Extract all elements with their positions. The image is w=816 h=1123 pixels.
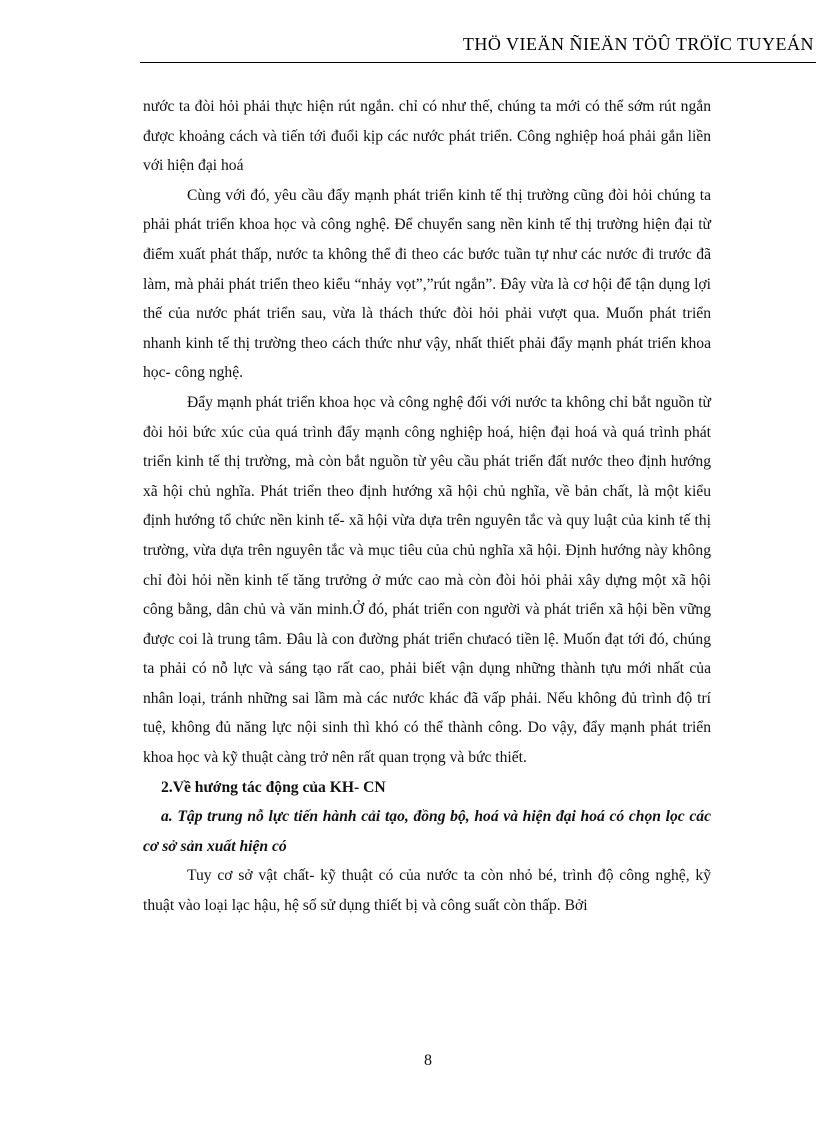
paragraph-infrastructure: Tuy cơ sở vật chất- kỹ thuật có của nước ta còn nhỏ bé, trình độ công nghệ, kỹ thuật vào loại lạc hậu, hệ số sử dụng thiết bị và công suất còn thấp. Bởi [143, 867, 711, 915]
section-heading: 2.Về hướng tác động của KH- CN [161, 778, 386, 796]
paragraph-continuation: nước ta đòi hỏi phải thực hiện rút ngắn. chỉ có như thế, chúng ta mới có thể sớm rút ngắn được khoảng cách và tiến tới đuổi kịp các nước phát triển. Công nghiệp hoá phải gắn liền với hiện đại hoá [143, 98, 711, 175]
page-number: 8 [424, 1052, 432, 1069]
subsection-heading: a. Tập trung nỗ lực tiến hành cải tạo, đồng bộ, hoá và hiện đại hoá có chọn lọc các cơ sở sản xuất hiện có [143, 808, 711, 855]
paragraph-market-economy: Cùng với đó, yêu cầu đẩy mạnh phát triển kinh tế thị trường cũng đòi hỏi chúng ta phải phát triển khoa học và công nghệ. Để chuyển sang nền kinh tế thị trường hiện đại từ điểm xuất phát thấp, nước ta không thể đi theo các bước tuần tự như các nước đi trước đã làm, mà phải phát triển theo kiểu “nhảy vọt”,”rút ngắn”. Đây vừa là cơ hội để tận dụng lợi thế của nước phát triển sau, vừa là thách thức đòi hỏi phải vượt qua. Muốn phát triển nhanh kinh tế thị trường theo cách thức như vậy, nhất thiết phải đẩy mạnh phát triển khoa học- công nghệ. [143, 186, 711, 382]
page-header-title: THÖ VIEÄN ÑIEÄN TÖÛ TRÖÏC TUYEÁN [462, 34, 814, 54]
header-divider [140, 62, 816, 63]
document-body [143, 92, 711, 921]
paragraph-socialist-orientation: Đẩy mạnh phát triển khoa học và công nghệ đối với nước ta không chỉ bắt nguồn từ đòi hỏi bức xúc của quá trình đẩy mạnh công nghiệp hoá, hiện đại hoá và quá trình phát triển kinh tế thị trường, mà còn bắt nguồn từ yêu cầu phát triển đất nước theo định hướng xã hội chủ nghĩa. Phát triển theo định hướng xã hội chủ nghĩa, về bản chất, là một kiểu định hướng tổ chức nền kinh tế- xã hội vừa dựa trên nguyên tắc và quy luật của kinh tế thị trường, vừa dựa trên nguyên tắc và mục tiêu của chủ nghĩa xã hội. Định hướng này không chỉ đòi hỏi nền kinh tế tăng trưởng ở mức cao mà còn đòi hỏi phải xây dựng một xã hội công bằng, dân chủ và văn minh.Ở đó, phát triển con người và phát triển xã hội bền vững được coi là trung tâm. Đâu là con đường phát triển chưacó tiền lệ. Muốn đạt tới đó, chúng ta phải có nỗ lực và sáng tạo rất cao, phải biết vận dụng những thành tựu mới nhất của nhân loại, tránh những sai lầm mà các nước khác đã vấp phải. Nếu không đủ trình độ trí tuệ, không đủ năng lực nội sinh thì khó có thể thành công. Do vậy, đẩy mạnh phát triển khoa học và kỹ thuật càng trở nên rất quan trọng và bức thiết. [143, 393, 711, 767]
